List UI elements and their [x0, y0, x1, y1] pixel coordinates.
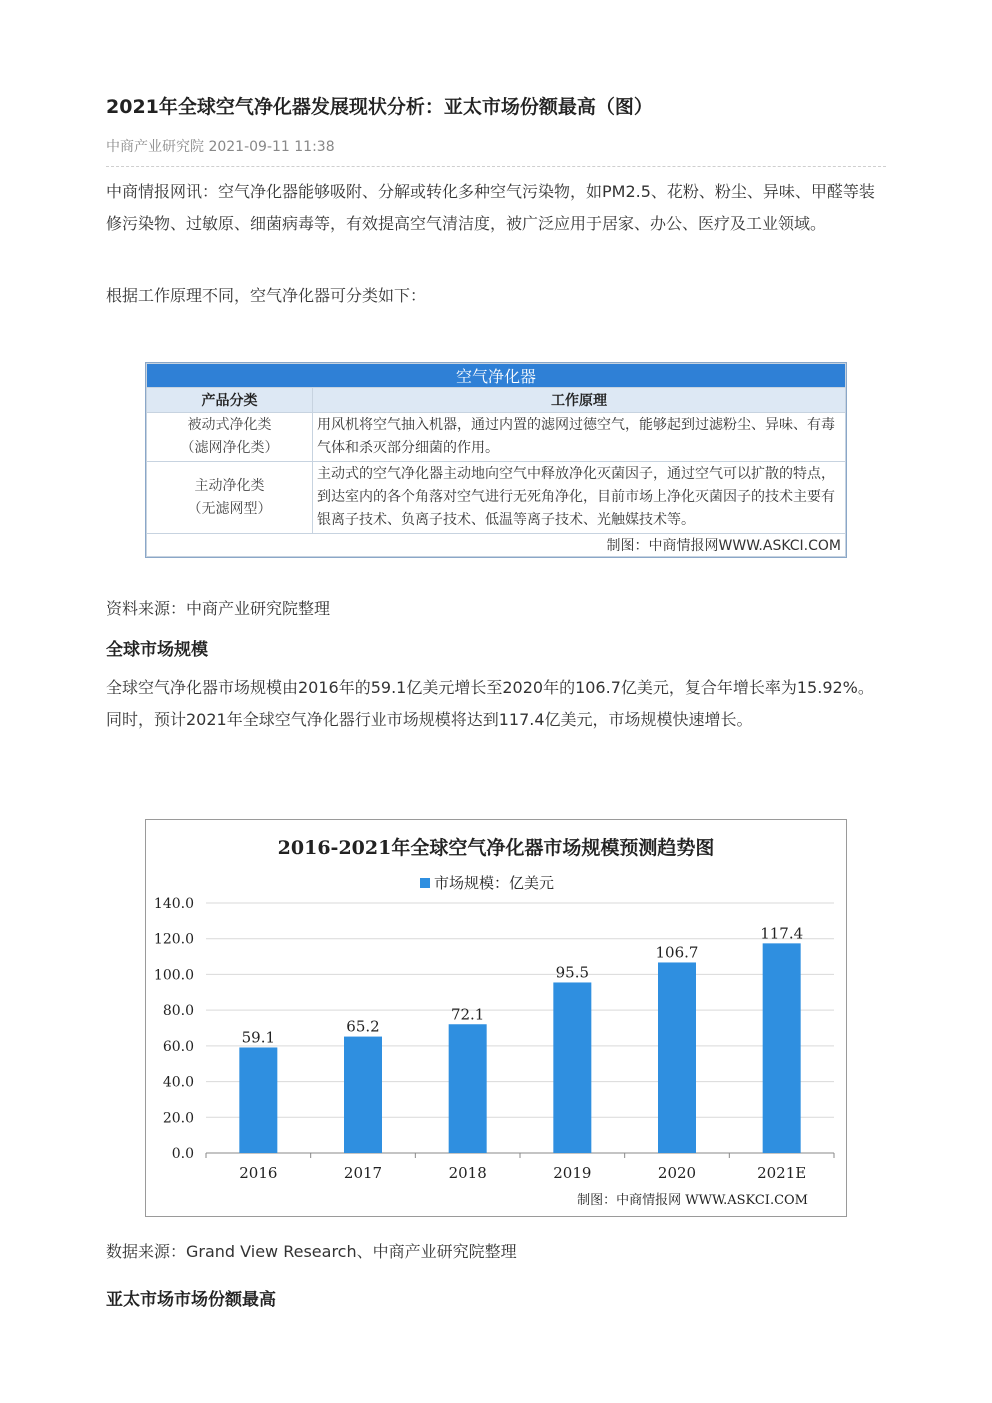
article-source[interactable]: 中商产业研究院 [106, 139, 204, 155]
category-name: 主动净化类 [194, 477, 265, 494]
x-tick-label: 2016 [239, 1164, 278, 1182]
bar [344, 1037, 382, 1153]
chart-credit: 制图：中商情报网 WWW.ASKCI.COM [577, 1193, 808, 1208]
bar-value-label: 117.4 [760, 924, 804, 943]
bar [763, 943, 801, 1153]
legend-swatch [420, 878, 430, 888]
market-size-chart [145, 819, 847, 1217]
intro-paragraph: 中商情报网讯：空气净化器能够吸附、分解或转化多种空气污染物，如PM2.5、花粉、粉尘、异味、甲醛等装修污染物、过敏原、细菌病毒等，有效提高空气清洁度，被广泛应用于居家、办公、医疗及工业领域。 [106, 182, 875, 233]
category-cell [147, 462, 313, 534]
category-cell [147, 413, 313, 462]
y-tick-label: 100.0 [153, 967, 194, 984]
article-meta [106, 136, 335, 156]
x-axis [206, 1153, 834, 1182]
col-header-principle: 工作原理 [313, 388, 846, 413]
table-credit: 制图：中商情报网WWW.ASKCI.COM [147, 534, 846, 557]
bar-value-label: 65.2 [346, 1017, 380, 1036]
category-name: 被动式净化类 [187, 417, 272, 433]
bar-value-label: 72.1 [450, 1005, 485, 1024]
y-tick-label: 60.0 [162, 1038, 194, 1055]
x-tick-label: 2020 [657, 1164, 697, 1182]
bar [449, 1024, 487, 1153]
col-header-category: 产品分类 [147, 388, 313, 413]
grid-layer [206, 903, 834, 1153]
bar-value-label: 95.5 [555, 963, 590, 982]
table-row [147, 413, 846, 462]
section-heading-global-market: 全球市场规模 [106, 640, 208, 660]
category-subname: （滤网净化类） [180, 440, 279, 456]
y-tick-label: 0.0 [171, 1146, 194, 1162]
y-tick-label: 140.0 [153, 896, 194, 912]
bar-value-label: 59.1 [241, 1028, 276, 1047]
classification-table [145, 362, 847, 558]
article-datetime: 2021-09-11 11:38 [208, 139, 335, 155]
bar [553, 982, 591, 1153]
bars [239, 924, 803, 1153]
category-subname: （无滤网型） [187, 500, 272, 517]
y-tick-label: 40.0 [162, 1074, 194, 1091]
bar [239, 1047, 277, 1153]
table-row [147, 462, 846, 534]
section-heading-asia-pacific: 亚太市场市场份额最高 [106, 1290, 276, 1310]
y-tick-label: 80.0 [162, 1003, 194, 1020]
chart-source-note: 数据来源：Grand View Research、中商产业研究院整理 [106, 1242, 517, 1261]
legend-label: 市场规模：亿美元 [434, 874, 555, 892]
table-banner: 空气净化器 [147, 364, 846, 388]
x-tick-label: 2017 [343, 1164, 383, 1182]
section1-paragraph: 全球空气净化器市场规模由2016年的59.1亿美元增长至2020年的106.7亿美元，复合年增长率为15.92%。同时，预计2021年全球空气净化器行业市场规模将达到117.4亿美元，市场规模快速增长。 [106, 678, 874, 729]
table-source-note: 资料来源：中商产业研究院整理 [106, 599, 331, 618]
classify-lead-paragraph: 根据工作原理不同，空气净化器可分类如下： [106, 286, 427, 305]
chart-canvas [146, 820, 846, 1216]
y-tick-label: 20.0 [162, 1110, 194, 1127]
x-tick-label: 2019 [553, 1164, 592, 1182]
x-tick-label: 2018 [448, 1164, 487, 1182]
bar-value-label: 106.7 [655, 943, 699, 962]
chart-title: 2016-2021年全球空气净化器市场规模预测趋势图 [277, 837, 715, 859]
y-tick-label: 120.0 [153, 931, 194, 948]
article-title: 2021年全球空气净化器发展现状分析：亚太市场份额最高（图） [106, 96, 653, 118]
meta-divider [106, 166, 886, 167]
principle-cell: 主动式的空气净化器主动地向空气中释放净化灭菌因子，通过空气可以扩散的特点，到达室内的各个角落对空气进行无死角净化，目前市场上净化灭菌因子的技术主要有银离子技术、负离子技术、低温等离子技术、光触媒技术等。 [313, 462, 846, 534]
principle-cell: 用风机将空气抽入机器，通过内置的滤网过德空气，能够起到过滤粉尘、异味、有毒气体和杀灭部分细菌的作用。 [313, 413, 846, 462]
y-axis [154, 896, 194, 1162]
x-tick-label: 2021E [757, 1164, 807, 1182]
bar [658, 962, 696, 1153]
